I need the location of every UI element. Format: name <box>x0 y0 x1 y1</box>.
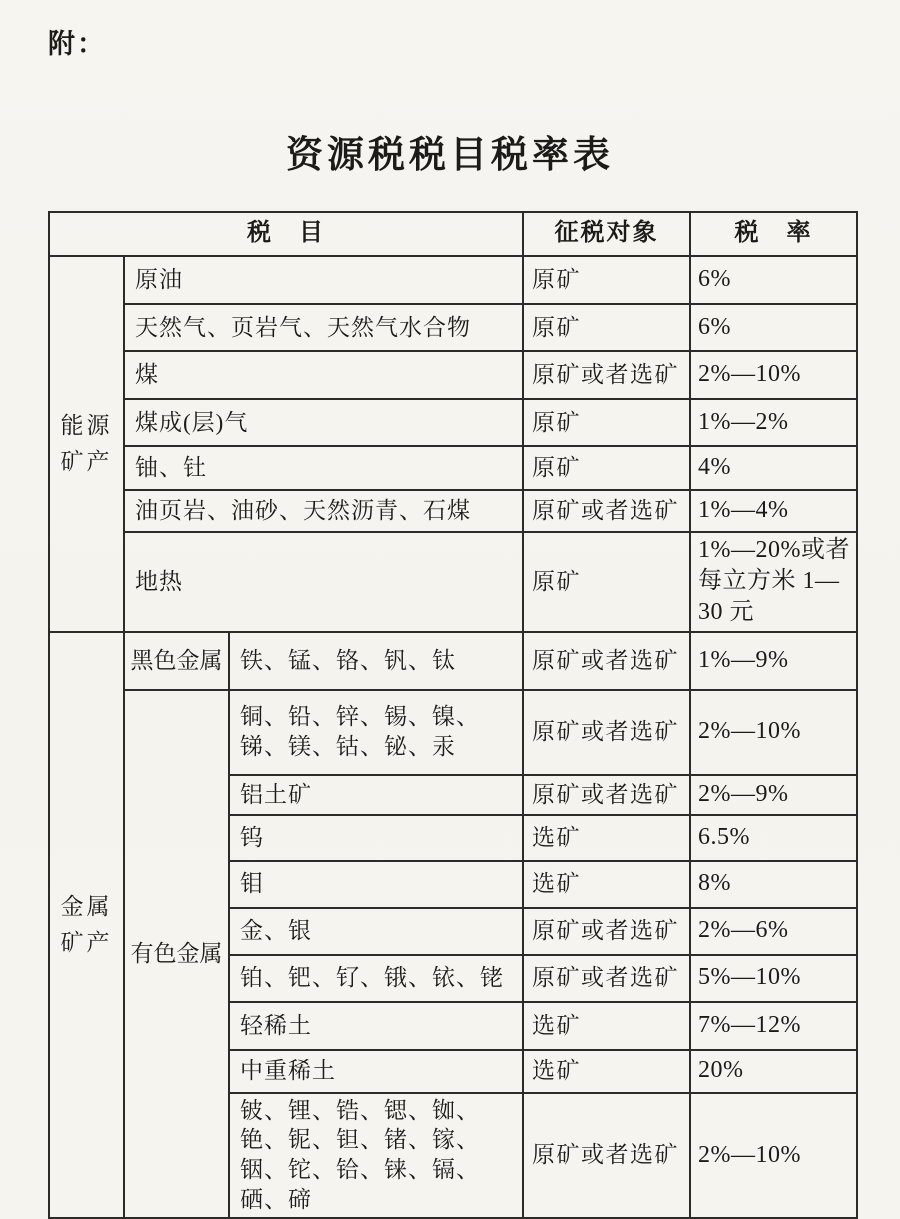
cell-rate: 6% <box>690 256 857 304</box>
cell-item: 铁、锰、铬、钒、钛 <box>229 632 523 690</box>
table-row <box>49 690 857 775</box>
cell-item: 铜、铅、锌、锡、镍、锑、镁、钴、铋、汞 <box>229 690 523 775</box>
cell-object: 原矿 <box>523 399 690 446</box>
cell-rate: 1%—9% <box>690 632 857 690</box>
cell-object: 原矿或者选矿 <box>523 632 690 690</box>
header-tax-rate: 税 率 <box>690 212 857 256</box>
category-energy-minerals: 能源矿产 <box>49 256 124 632</box>
cell-item: 铝土矿 <box>229 775 523 815</box>
category-nonferrous-metals: 有色金属 <box>124 690 229 1219</box>
cell-rate: 2%—10% <box>690 690 857 775</box>
cell-object: 原矿 <box>523 532 690 632</box>
cell-rate: 6.5% <box>690 815 857 861</box>
cell-item: 钼 <box>229 861 523 908</box>
table-row <box>49 304 857 351</box>
cell-item: 轻稀土 <box>229 1002 523 1050</box>
cell-item: 煤成(层)气 <box>124 399 523 446</box>
cell-object: 选矿 <box>523 1002 690 1050</box>
cell-object: 原矿 <box>523 304 690 351</box>
cell-object: 原矿或者选矿 <box>523 1093 690 1219</box>
cell-rate: 2%—9% <box>690 775 857 815</box>
cell-item: 中重稀土 <box>229 1050 523 1093</box>
table-row <box>49 632 857 690</box>
table-header-row <box>49 212 857 256</box>
cell-rate: 20% <box>690 1050 857 1093</box>
cell-item: 煤 <box>124 351 523 399</box>
table-row <box>49 532 857 632</box>
cell-rate: 6% <box>690 304 857 351</box>
cell-object: 原矿 <box>523 446 690 490</box>
cell-rate: 1%—4% <box>690 490 857 532</box>
table-row <box>49 446 857 490</box>
cell-rate: 1%—2% <box>690 399 857 446</box>
cell-object: 原矿 <box>523 256 690 304</box>
cell-item: 铀、钍 <box>124 446 523 490</box>
table-row <box>49 399 857 446</box>
cell-object: 原矿或者选矿 <box>523 351 690 399</box>
cell-rate: 8% <box>690 861 857 908</box>
cell-item: 钨 <box>229 815 523 861</box>
cell-rate: 2%—6% <box>690 908 857 955</box>
header-tax-object: 征税对象 <box>523 212 690 256</box>
cell-object: 原矿或者选矿 <box>523 775 690 815</box>
table-row <box>49 256 857 304</box>
category-ferrous-metals: 黑色金属 <box>124 632 229 690</box>
cell-rate: 1%—20%或者每立方米 1—30 元 <box>690 532 857 632</box>
cell-rate: 4% <box>690 446 857 490</box>
cell-object: 选矿 <box>523 815 690 861</box>
cell-rate: 2%—10% <box>690 351 857 399</box>
cell-item: 油页岩、油砂、天然沥青、石煤 <box>124 490 523 532</box>
cell-rate: 2%—10% <box>690 1093 857 1219</box>
cell-item: 金、银 <box>229 908 523 955</box>
cell-item: 原油 <box>124 256 523 304</box>
cell-rate: 5%—10% <box>690 955 857 1002</box>
category-metal-minerals: 金属矿产 <box>49 632 124 1219</box>
cell-object: 原矿或者选矿 <box>523 955 690 1002</box>
tax-rate-table <box>48 211 858 1219</box>
attachment-label: 附： <box>48 29 106 59</box>
cell-item: 铍、锂、锆、锶、铷、铯、铌、钽、锗、镓、铟、铊、铪、铼、镉、硒、碲 <box>229 1093 523 1219</box>
document-title: 资源税税目税率表 <box>286 135 614 176</box>
cell-object: 选矿 <box>523 1050 690 1093</box>
cell-item: 天然气、页岩气、天然气水合物 <box>124 304 523 351</box>
cell-rate: 7%—12% <box>690 1002 857 1050</box>
cell-object: 原矿或者选矿 <box>523 490 690 532</box>
cell-object: 选矿 <box>523 861 690 908</box>
cell-item: 地热 <box>124 532 523 632</box>
cell-item: 铂、钯、钌、锇、铱、铑 <box>229 955 523 1002</box>
cell-object: 原矿或者选矿 <box>523 908 690 955</box>
cell-object: 原矿或者选矿 <box>523 690 690 775</box>
table-row <box>49 351 857 399</box>
table-row <box>49 490 857 532</box>
header-tax-item: 税 目 <box>49 212 523 256</box>
